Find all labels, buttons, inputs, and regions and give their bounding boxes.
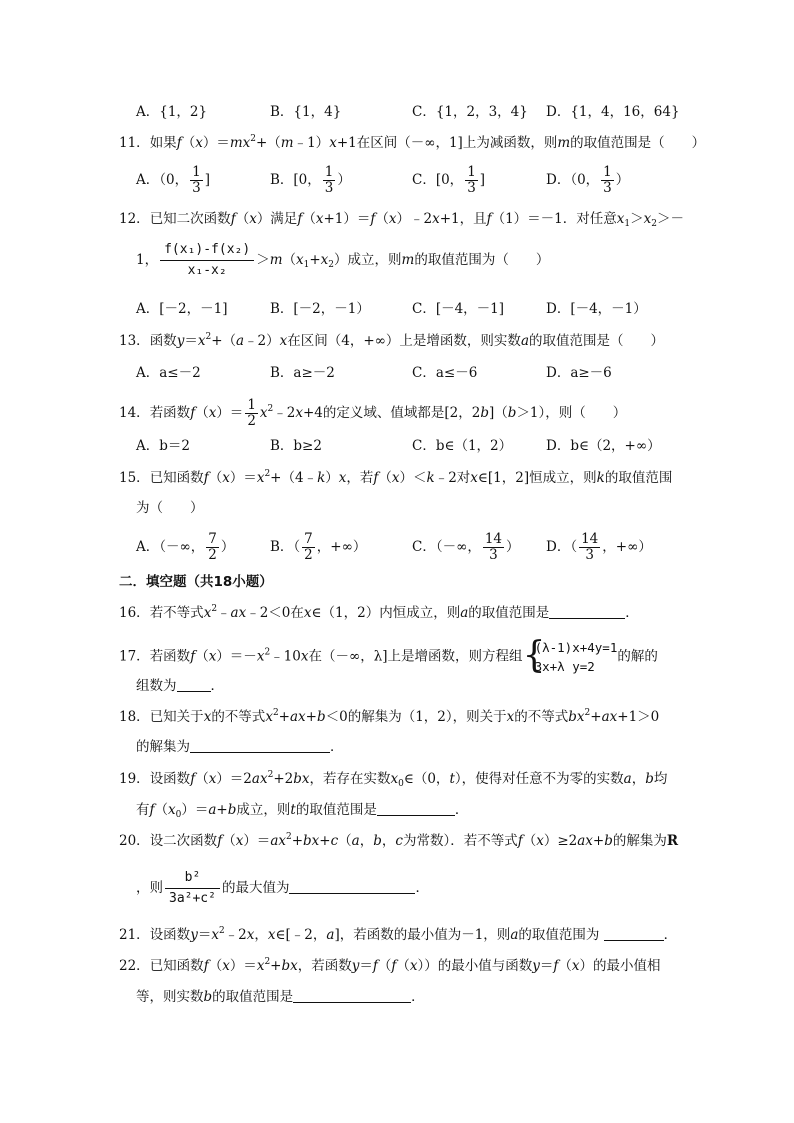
q21-stem: 21．设函数$y=x^2﹣2x$，x∈[﹣2，a]，若函数的最小值为－1，则a的取值范围为 ． [119, 926, 678, 943]
fraction: $\frac{1}{3}$ [192, 164, 201, 196]
q10-option-c: C．{1，2，3，4} [412, 104, 528, 120]
q15-option-a: A．（－∞， $\frac{7}{2}$ ） [136, 531, 235, 563]
q22-stem: 22．已知函数$f(x)=x^2+bx$，若函数y＝f（f（x））的最小值与函数y＝f（x）的最小值相 [119, 957, 661, 974]
q11-option-c: C．[0， $\frac{1}{3}$ ] [412, 164, 486, 196]
fraction: $\frac{1}{3}$ [467, 164, 476, 196]
q15-option-c: C．（－∞， $\frac{14}{3}$ ） [412, 531, 520, 563]
q10-option-a: A．{1，2} [136, 104, 208, 120]
fraction: $\frac{14}{3}$ [484, 531, 503, 563]
fraction: $\frac{1}{3}$ [603, 164, 612, 196]
fraction: $\frac{\text{b²}}{\text{3a²+c²}}$ [165, 868, 220, 909]
q10-option-d: D．{1，4，16，64} [546, 104, 680, 120]
q10-option-b: B．{1，4} [270, 104, 342, 120]
section-title: 二．填空题（共18小题） [119, 574, 273, 590]
answer-blank[interactable] [293, 988, 411, 1003]
fraction: $\frac{7}{2}$ [208, 531, 217, 563]
q12-option-d: D．[－4，－1） [546, 301, 647, 317]
q17-stem: 17．若函数$f(x)=-x^2﹣10x$在（－∞，λ]上是增函数，则方程组 { (λ-1)x+4y=1 3x+λ y=2 的解的 [119, 635, 658, 676]
q15-stem-line2: 为（ ） [136, 500, 204, 516]
q14-option-c: C．b∈（1，2） [412, 438, 513, 454]
q20-stem: 20．设二次函数$f(x)=ax^2+bx+c(a$，b，c为常数）．若不等式f（x）≥2ax+b的解集为R [119, 832, 679, 849]
q12-option-c: C．[－4，－1] [412, 301, 505, 317]
q12-option-a: A．[－2，－1] [136, 301, 228, 317]
q11-option-d: D．（0， $\frac{1}{3}$ ） [546, 164, 630, 196]
fraction: $\frac{14}{3}$ [581, 531, 599, 563]
q16-stem: 16．若不等式$x^2﹣ax﹣2<0$在x∈（1，2）内恒成立，则a的取值范围是 ． [119, 604, 639, 621]
q15-stem: 15．已知函数$f(x)=x^2+(4﹣k)x$，若f（x）＜k﹣2对x∈[1，2]恒成立，则k的取值范围 [119, 469, 673, 486]
fraction: $\frac{1}{3}$ [324, 164, 334, 196]
q11-number: 11． [119, 135, 150, 151]
answer-blank[interactable] [377, 801, 455, 816]
answer-blank[interactable] [604, 926, 664, 941]
q12-stem: 12．已知二次函数f（x）满足f（x+1）＝f（x）﹣2x+1，且f（1）＝－1．对任意$x_1>x_2>-$ [119, 211, 684, 229]
answer-blank[interactable] [289, 879, 415, 894]
q15-option-b: B．（ $\frac{7}{2}$ ，+∞） [270, 531, 367, 563]
q13-option-c: C．a≤－6 [412, 365, 478, 381]
answer-blank[interactable] [190, 738, 330, 753]
q11-option-b: B．[0， $\frac{1}{3}$ ） [270, 164, 351, 196]
q12-stem-line2: 1， $\frac{\text{f(x₁)-f(x₂)}}{\text{x₁-x₂}}$ $>m(x_1+x_2)$成立，则m的取值范围为（ ） [136, 240, 549, 281]
answer-blank[interactable] [177, 677, 211, 692]
q15-option-d: D．（ $\frac{14}{3}$ ，+∞） [546, 531, 652, 563]
q22-stem-line2: 等，则实数b的取值范围是 ． [136, 989, 425, 1005]
fraction: $\frac{\text{f(x₁)-f(x₂)}}{\text{x₁-x₂}}$ [160, 240, 254, 281]
q19-stem: 19．设函数$f(x)=2ax^2+2bx$，若存在实数$x_0\in(0$，t），使得对任意不为零的实数a，b均 [119, 770, 668, 789]
q14-option-d: D．b∈（2，+∞） [546, 438, 661, 454]
answer-blank[interactable] [549, 604, 625, 619]
q14-option-b: B．b≥2 [270, 438, 322, 454]
q13-stem: 13．函数$y=x^2+(a﹣2)x$在区间（4，+∞）上是增函数，则实数a的取值范围是（ ） [119, 332, 664, 349]
q13-option-b: B．a≥－2 [270, 365, 335, 381]
fraction: $\frac{7}{2}$ [304, 531, 313, 563]
q14-stem: 14．若函数f（x）＝ $\frac{1}{2}$ $x^2﹣2x+4$的定义域、值域都是[2，2b]（b＞1），则（ ） [119, 397, 627, 429]
equation-system: { (λ-1)x+4y=1 3x+λ y=2 [522, 635, 618, 676]
q11-option-a: A．（0， $\frac{1}{3}$ ] [136, 164, 210, 196]
q13-option-d: D．a≥－6 [546, 365, 612, 381]
q17-stem-line2: 组数为 ． [136, 678, 224, 694]
q19-stem-line2: 有$f(x_0)=a+b$成立，则t的取值范围是 ． [136, 802, 469, 820]
q12-option-b: B．[－2，－1） [270, 301, 370, 317]
q20-stem-line2: ，则 $\frac{\text{b²}}{\text{3a²+c²}}$ 的最大值为 ． [136, 868, 429, 909]
q14-option-a: A．b＝2 [136, 438, 190, 454]
q18-stem: 18．已知关于x的不等式$x^2+ax+b<0$的解集为（1，2），则关于x的不等式$bx^2+ax+1>0$ [119, 708, 660, 725]
q11-stem: 11．如果$f(x)=mx^2+(m﹣1)x+1$在区间（－∞，1]上为减函数，则m的取值范围是（ ） [119, 134, 706, 151]
q13-option-a: A．a≤－2 [136, 365, 201, 381]
q18-stem-line2: 的解集为 ． [136, 739, 344, 755]
